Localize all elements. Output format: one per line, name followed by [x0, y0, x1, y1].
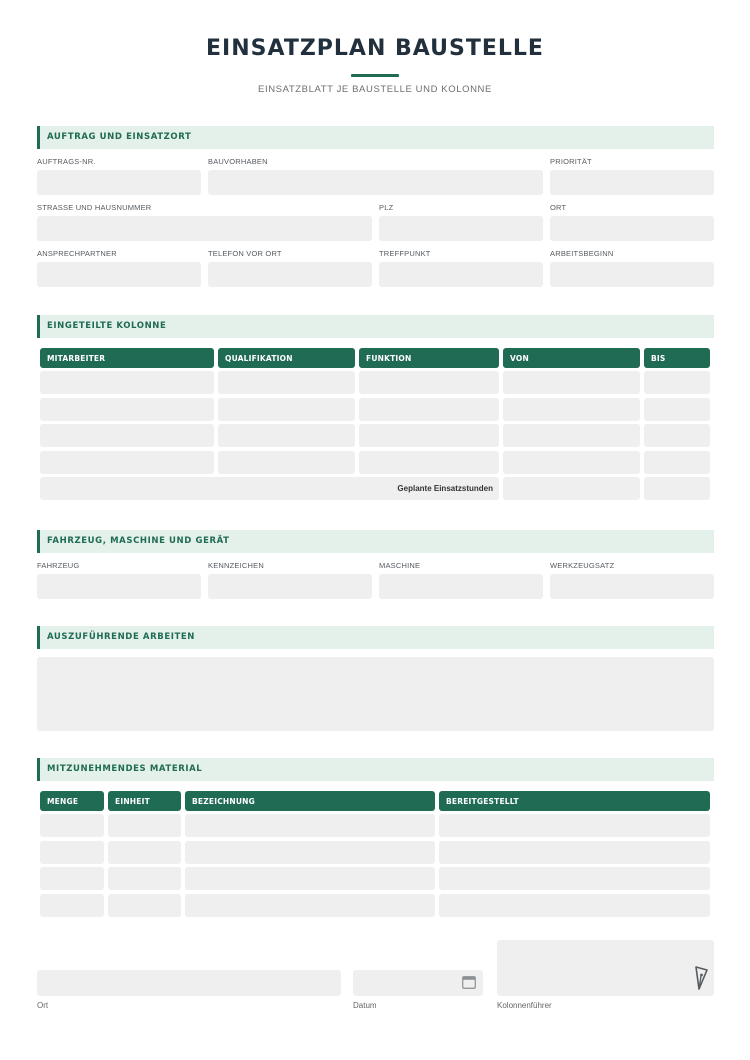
material-cell[interactable]	[439, 814, 710, 837]
kennzeichen-field[interactable]	[208, 574, 372, 599]
label-fahrzeug: FAHRZEUG	[37, 561, 80, 570]
kolonne-cell[interactable]	[40, 424, 214, 447]
material-cell[interactable]	[439, 841, 710, 864]
treffpunkt-field[interactable]	[379, 262, 543, 287]
auftragsnr-field[interactable]	[37, 170, 201, 195]
material-col-bereitgestellt: BEREITGESTELLT	[439, 791, 710, 811]
kolonne-col-mitarbeiter: MITARBEITER	[40, 348, 214, 368]
kolonne-summary-label: Geplante Einsatzstunden	[397, 484, 493, 493]
kolonne-summary-von[interactable]	[503, 477, 640, 500]
material-col-bezeichnung: BEZEICHNUNG	[185, 791, 435, 811]
section-material-header	[37, 758, 714, 781]
label-maschine: MASCHINE	[379, 561, 421, 570]
title-underline	[351, 74, 399, 77]
calendar-icon[interactable]	[462, 976, 476, 989]
section-arbeiten-header	[37, 626, 714, 649]
section-material-title: MITZUNEHMENDES MATERIAL	[47, 764, 203, 774]
kolonne-summary-label-cell	[40, 477, 499, 500]
kolonne-cell[interactable]	[644, 424, 710, 447]
footer-datum-field[interactable]	[353, 970, 483, 996]
material-cell[interactable]	[108, 894, 181, 917]
label-werkzeugsatz: WERKZEUGSATZ	[550, 561, 615, 570]
kolonne-col-bis: BIS	[644, 348, 710, 368]
signature-box[interactable]	[497, 940, 714, 996]
kolonne-cell[interactable]	[40, 371, 214, 394]
section-kolonne-title: EINGETEILTE KOLONNE	[47, 321, 167, 331]
kolonne-cell[interactable]	[40, 398, 214, 421]
kolonne-col-von: VON	[503, 348, 640, 368]
material-cell[interactable]	[40, 814, 104, 837]
label-strasse: STRASSE UND HAUSNUMMER	[37, 203, 152, 212]
maschine-field[interactable]	[379, 574, 543, 599]
label-arbeitsbeginn: ARBEITSBEGINN	[550, 249, 614, 258]
label-kennzeichen: KENNZEICHEN	[208, 561, 264, 570]
section-auftrag-title: AUFTRAG UND EINSATZORT	[47, 132, 192, 142]
material-col-menge: MENGE	[40, 791, 104, 811]
kolonne-cell[interactable]	[503, 398, 640, 421]
section-auftrag-header	[37, 126, 714, 149]
label-plz: PLZ	[379, 203, 394, 212]
kolonne-cell[interactable]	[644, 398, 710, 421]
material-cell[interactable]	[439, 894, 710, 917]
label-bauvorhaben: BAUVORHABEN	[208, 157, 268, 166]
kolonne-cell[interactable]	[503, 424, 640, 447]
material-cell[interactable]	[185, 894, 435, 917]
prioritaet-field[interactable]	[550, 170, 714, 195]
footer-ort-field[interactable]	[37, 970, 341, 996]
plz-field[interactable]	[379, 216, 543, 241]
kolonne-cell[interactable]	[40, 451, 214, 474]
kolonne-cell[interactable]	[359, 424, 499, 447]
kolonne-summary-bis[interactable]	[644, 477, 710, 500]
material-cell[interactable]	[40, 894, 104, 917]
kolonne-cell[interactable]	[218, 451, 355, 474]
ansprechpartner-field[interactable]	[37, 262, 201, 287]
arbeiten-textarea[interactable]	[37, 657, 714, 731]
material-col-einheit: EINHEIT	[108, 791, 181, 811]
section-arbeiten-title: AUSZUFÜHRENDE ARBEITEN	[47, 632, 196, 642]
werkzeugsatz-field[interactable]	[550, 574, 714, 599]
section-kolonne-header	[37, 315, 714, 338]
kolonne-cell[interactable]	[644, 371, 710, 394]
material-cell[interactable]	[185, 841, 435, 864]
label-prioritaet: PRIORITÄT	[550, 157, 592, 166]
kolonne-cell[interactable]	[218, 398, 355, 421]
ort-field[interactable]	[550, 216, 714, 241]
section-fahrzeug-title: FAHRZEUG, MASCHINE UND GERÄT	[47, 536, 230, 546]
label-treffpunkt: TREFFPUNKT	[379, 249, 431, 258]
kolonne-cell[interactable]	[359, 371, 499, 394]
kolonne-col-qualifikation: QUALIFIKATION	[218, 348, 355, 368]
label-ort: ORT	[550, 203, 567, 212]
kolonne-cell[interactable]	[503, 371, 640, 394]
kolonne-cell[interactable]	[218, 371, 355, 394]
page-subtitle: EINSATZBLATT JE BAUSTELLE UND KOLONNE	[258, 84, 492, 95]
footer-datum-label: Datum	[353, 1001, 377, 1010]
label-telefon: TELEFON VOR ORT	[208, 249, 282, 258]
bauvorhaben-field[interactable]	[208, 170, 543, 195]
arbeitsbeginn-field[interactable]	[550, 262, 714, 287]
footer-signature-label: Kolonnenführer	[497, 1001, 552, 1010]
material-cell[interactable]	[108, 841, 181, 864]
footer-ort-label: Ort	[37, 1001, 49, 1010]
material-cell[interactable]	[108, 814, 181, 837]
kolonne-cell[interactable]	[218, 424, 355, 447]
telefon-field[interactable]	[208, 262, 372, 287]
section-fahrzeug-header	[37, 530, 714, 553]
material-cell[interactable]	[40, 841, 104, 864]
material-cell[interactable]	[185, 867, 435, 890]
kolonne-cell[interactable]	[644, 451, 710, 474]
pen-icon	[694, 966, 708, 990]
material-cell[interactable]	[40, 867, 104, 890]
kolonne-cell[interactable]	[359, 451, 499, 474]
kolonne-col-funktion: FUNKTION	[359, 348, 499, 368]
label-ansprechpartner: ANSPRECHPARTNER	[37, 249, 117, 258]
kolonne-cell[interactable]	[503, 451, 640, 474]
strasse-field[interactable]	[37, 216, 372, 241]
page-title: EINSATZPLAN BAUSTELLE	[206, 36, 544, 61]
fahrzeug-field[interactable]	[37, 574, 201, 599]
material-cell[interactable]	[185, 814, 435, 837]
label-auftragsnr: AUFTRAGS-NR.	[37, 157, 96, 166]
material-cell[interactable]	[439, 867, 710, 890]
material-cell[interactable]	[108, 867, 181, 890]
kolonne-cell[interactable]	[359, 398, 499, 421]
